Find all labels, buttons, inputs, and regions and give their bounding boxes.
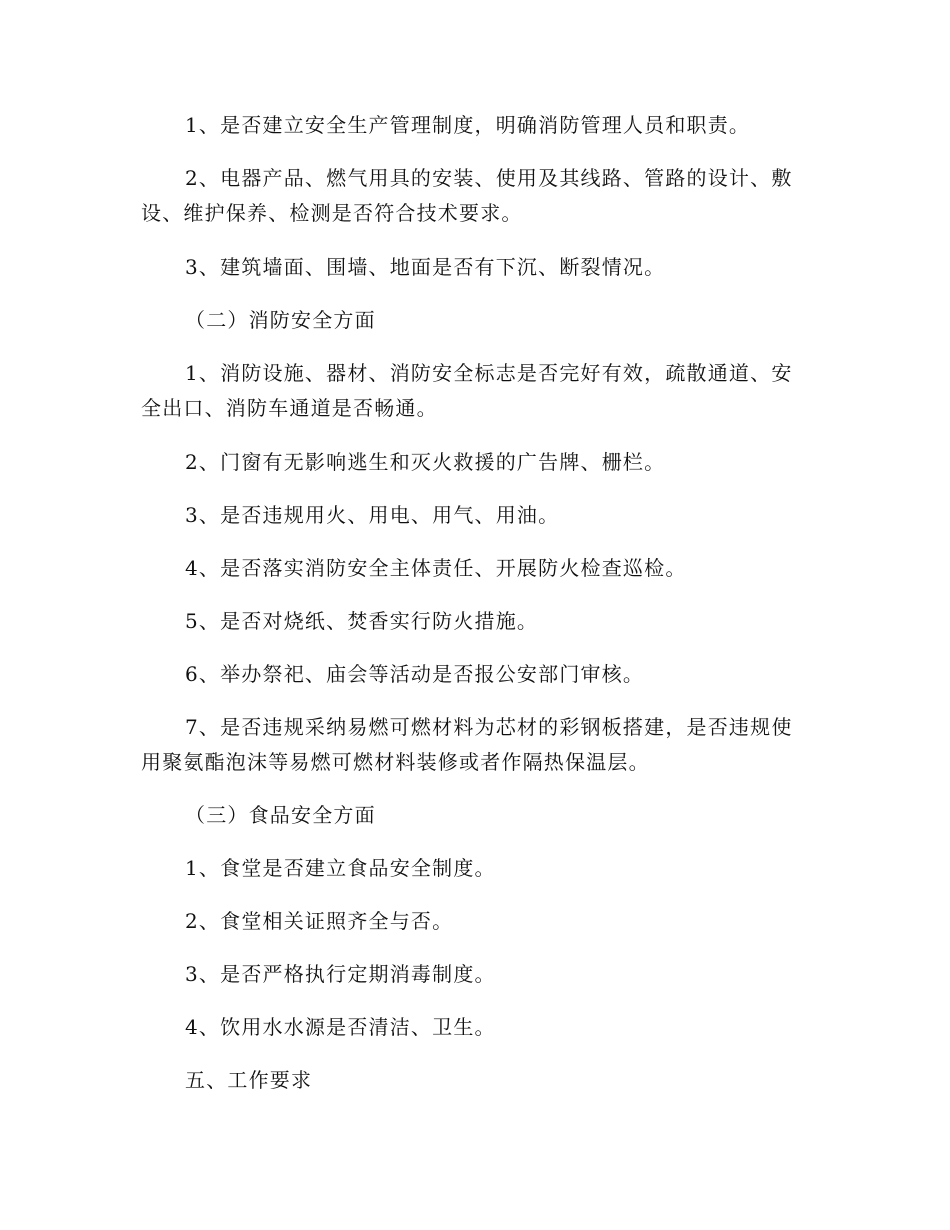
paragraph-electrical-gas-installation: 2、电器产品、燃气用具的安装、使用及其线路、管路的设计、敷设、维护保养、检测是否符合技术要求。 xyxy=(141,166,793,225)
paragraph-events-approval: 6、举办祭祀、庙会等活动是否报公安部门审核。 xyxy=(185,662,645,686)
paragraph-safety-management-system: 1、是否建立安全生产管理制度，明确消防管理人员和职责。 xyxy=(185,113,751,137)
paragraph-doors-windows: 2、门窗有无影响逃生和灭火救援的广告牌、栅栏。 xyxy=(185,450,666,474)
paragraph-canteen-licenses: 2、食堂相关证照齐全与否。 xyxy=(185,909,454,933)
section-heading-food-safety: （三）食品安全方面 xyxy=(185,803,376,827)
paragraph-fire-facilities: 1、消防设施、器材、消防安全标志是否完好有效，疏散通道、安全出口、消防车通道是否畅通。 xyxy=(141,361,793,420)
paragraph-fire-electricity-use: 3、是否违规用火、用电、用气、用油。 xyxy=(185,503,560,527)
paragraph-fire-responsibility: 4、是否落实消防安全主体责任、开展防火检查巡检。 xyxy=(185,556,687,580)
paragraph-incense-burning: 5、是否对烧纸、焚香实行防火措施。 xyxy=(185,609,539,633)
section-heading-fire-safety: （二）消防安全方面 xyxy=(185,308,376,332)
section-heading-work-requirements: 五、工作要求 xyxy=(185,1068,313,1092)
paragraph-canteen-system: 1、食堂是否建立食品安全制度。 xyxy=(185,856,496,880)
paragraph-flammable-materials: 7、是否违规采纳易燃可燃材料为芯材的彩钢板搭建，是否违规使用聚氨酯泡沫等易燃可燃材料装修或者作隔热保温层。 xyxy=(141,715,793,774)
paragraph-disinfection: 3、是否严格执行定期消毒制度。 xyxy=(185,962,496,986)
paragraph-building-walls: 3、建筑墙面、围墙、地面是否有下沉、断裂情况。 xyxy=(185,255,666,279)
paragraph-drinking-water: 4、饮用水水源是否清洁、卫生。 xyxy=(185,1015,496,1039)
